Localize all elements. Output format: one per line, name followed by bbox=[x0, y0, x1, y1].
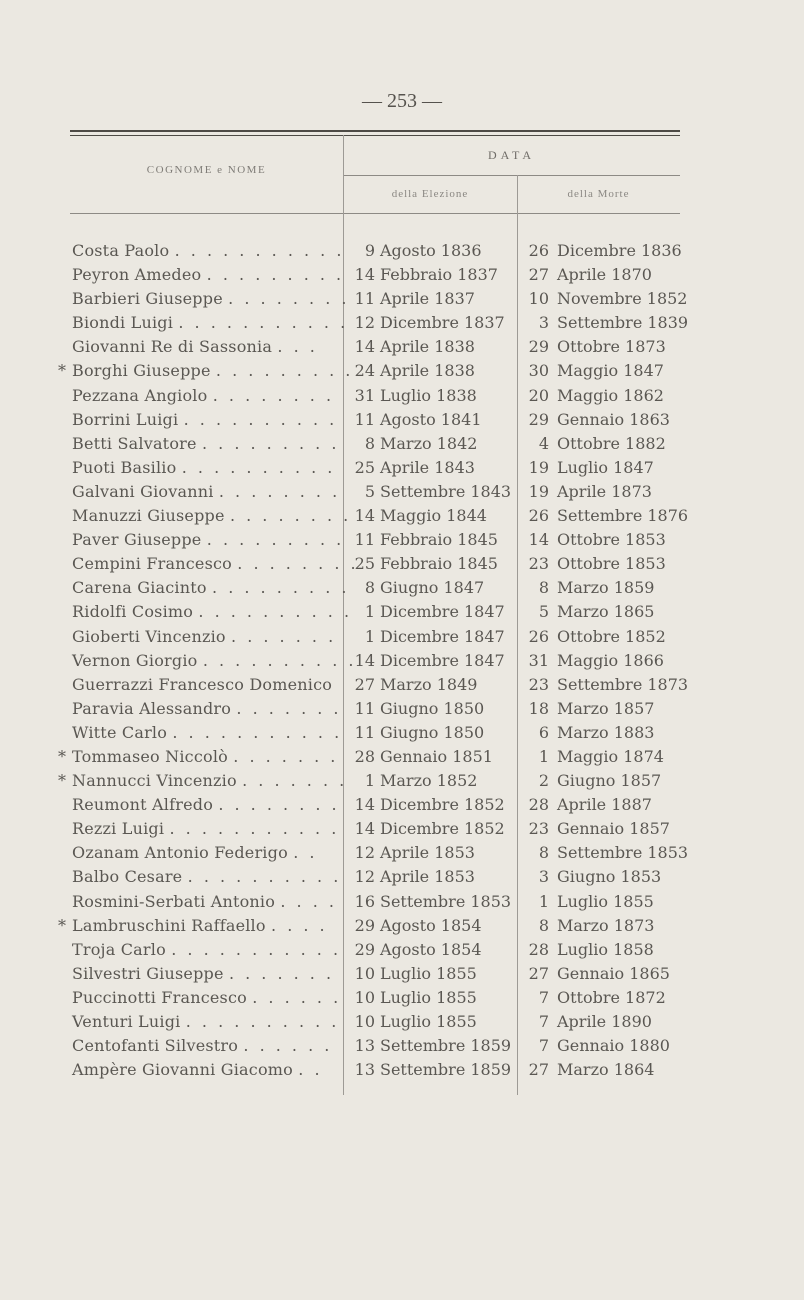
leader-dots: . . . . . . . . . bbox=[215, 361, 354, 381]
top-rule-thin bbox=[70, 135, 680, 136]
member-star-mark: * bbox=[58, 771, 67, 791]
member-name: Borghi Giuseppe bbox=[72, 361, 211, 381]
leader-dots: . . . . . . . . . . . bbox=[171, 939, 342, 959]
morte-day: 7 bbox=[538, 1012, 549, 1031]
member-name: Puoti Basilio bbox=[72, 457, 177, 477]
elezione-day: 14 bbox=[354, 819, 375, 839]
morte-month-year: Settembre 1873 bbox=[557, 674, 689, 694]
table-row bbox=[0, 239, 804, 263]
morte-day: 3 bbox=[538, 867, 549, 887]
elezione-month-year: Agosto 1854 bbox=[380, 915, 482, 935]
elezione-day: 10 bbox=[354, 987, 375, 1007]
member-name: Carena Giacinto bbox=[72, 578, 207, 598]
member-name-cell bbox=[72, 263, 345, 287]
elezione-month-year: Febbraio 1845 bbox=[380, 554, 498, 574]
member-name: Betti Salvatore bbox=[72, 433, 197, 453]
elezione-day: 11 bbox=[354, 409, 375, 429]
table-row bbox=[0, 938, 804, 962]
member-name: Peyron Amedeo bbox=[72, 265, 202, 285]
elezione-month-year: Dicembre 1847 bbox=[380, 650, 505, 670]
elezione-day: 11 bbox=[354, 698, 375, 718]
morte-month-year: Maggio 1874 bbox=[557, 746, 664, 766]
morte-day: 30 bbox=[528, 361, 549, 381]
page-number: — 253 — bbox=[362, 90, 442, 112]
elezione-day: 5 bbox=[364, 481, 375, 501]
morte-day: 27 bbox=[528, 1060, 549, 1080]
morte-month-year: Aprile 1873 bbox=[557, 481, 652, 501]
elezione-month-year: Settembre 1853 bbox=[380, 891, 512, 911]
elezione-day: 1 bbox=[364, 626, 375, 646]
morte-month-year: Maggio 1866 bbox=[557, 650, 664, 670]
morte-day: 7 bbox=[538, 1036, 549, 1056]
top-rule bbox=[70, 130, 680, 132]
morte-day: 4 bbox=[538, 433, 549, 453]
member-name: Giovanni Re di Sassonia bbox=[72, 337, 273, 357]
elezione-day: 29 bbox=[354, 939, 375, 959]
table-row bbox=[0, 986, 804, 1010]
member-name: Paravia Alessandro bbox=[72, 698, 232, 718]
table-row bbox=[0, 769, 804, 793]
morte-month-year: Ottobre 1852 bbox=[557, 626, 666, 646]
elezione-month-year: Dicembre 1847 bbox=[380, 602, 505, 622]
morte-day: 19 bbox=[528, 457, 549, 477]
morte-day: 8 bbox=[538, 578, 549, 598]
header-data-column: DATA bbox=[487, 148, 536, 162]
member-name-cell bbox=[72, 817, 340, 841]
leader-dots: . . . . . . bbox=[252, 987, 342, 1007]
leader-dots: . . . bbox=[277, 337, 318, 357]
member-name: Silvestri Giuseppe bbox=[72, 963, 224, 983]
elezione-month-year: Agosto 1836 bbox=[380, 241, 482, 260]
elezione-day: 8 bbox=[364, 433, 375, 453]
table-row bbox=[0, 1034, 804, 1058]
morte-month-year: Novembre 1852 bbox=[557, 289, 688, 309]
table-row bbox=[0, 600, 804, 624]
elezione-month-year: Febbraio 1845 bbox=[380, 530, 498, 550]
morte-day: 27 bbox=[528, 265, 549, 285]
member-name-cell bbox=[72, 793, 340, 817]
member-name-cell bbox=[72, 384, 340, 408]
table-row bbox=[0, 625, 804, 649]
table-row bbox=[0, 576, 804, 600]
member-name-cell bbox=[72, 239, 345, 263]
elezione-month-year: Aprile 1837 bbox=[380, 289, 475, 309]
elezione-day: 11 bbox=[354, 530, 375, 550]
member-table-body bbox=[0, 239, 804, 1082]
elezione-month-year: Dicembre 1852 bbox=[380, 819, 505, 839]
table-row bbox=[0, 817, 804, 841]
member-name: Venturi Luigi bbox=[72, 1012, 181, 1031]
member-name: Tommaseo Niccolò bbox=[72, 746, 228, 766]
elezione-month-year: Aprile 1853 bbox=[380, 867, 475, 887]
elezione-day: 24 bbox=[354, 361, 375, 381]
morte-month-year: Gennaio 1857 bbox=[557, 819, 670, 839]
elezione-day: 11 bbox=[354, 289, 375, 309]
elezione-day: 12 bbox=[354, 313, 375, 333]
leader-dots: . . . . bbox=[280, 891, 337, 911]
table-row bbox=[0, 1058, 804, 1082]
member-star-mark: * bbox=[58, 361, 67, 381]
elezione-day: 14 bbox=[354, 650, 375, 670]
member-name-cell bbox=[72, 1034, 340, 1058]
member-name-cell bbox=[72, 552, 359, 576]
elezione-month-year: Dicembre 1852 bbox=[380, 795, 505, 815]
member-name: Costa Paolo bbox=[72, 241, 170, 260]
leader-dots: . . . . . . . . bbox=[228, 289, 350, 309]
member-name: Gioberti Vincenzio bbox=[72, 626, 226, 646]
morte-day: 10 bbox=[528, 289, 549, 309]
member-name: Manuzzi Giuseppe bbox=[72, 506, 225, 526]
member-name-cell bbox=[72, 986, 340, 1010]
morte-day: 8 bbox=[538, 915, 549, 935]
table-row bbox=[0, 359, 804, 383]
member-name: Ampère Giovanni Giacomo bbox=[72, 1060, 293, 1080]
table-row bbox=[0, 456, 804, 480]
morte-month-year: Gennaio 1865 bbox=[557, 963, 670, 983]
leader-dots: . . bbox=[293, 843, 318, 863]
member-name: Rosmini-Serbati Antonio bbox=[72, 891, 276, 911]
leader-dots: . . . . . . . . . bbox=[201, 433, 340, 453]
elezione-day: 14 bbox=[354, 265, 375, 285]
table-row bbox=[0, 673, 804, 697]
table-row bbox=[0, 1010, 804, 1034]
morte-day: 27 bbox=[528, 963, 549, 983]
table-row bbox=[0, 552, 804, 576]
elezione-month-year: Dicembre 1837 bbox=[380, 313, 505, 333]
elezione-month-year: Settembre 1843 bbox=[380, 481, 512, 501]
leader-dots: . . . . bbox=[271, 915, 328, 935]
leader-dots: . . . . . . . . . . . bbox=[174, 241, 345, 260]
header-name-column: COGNOME e NOME bbox=[146, 164, 267, 176]
member-name-cell bbox=[58, 769, 348, 793]
elezione-month-year: Giugno 1850 bbox=[380, 698, 485, 718]
morte-day: 2 bbox=[538, 771, 549, 791]
elezione-month-year: Marzo 1842 bbox=[380, 433, 478, 453]
elezione-month-year: Dicembre 1847 bbox=[380, 626, 505, 646]
morte-month-year: Ottobre 1873 bbox=[557, 337, 666, 357]
morte-month-year: Marzo 1873 bbox=[557, 915, 655, 935]
leader-dots: . . . . . . . . bbox=[229, 506, 352, 526]
morte-month-year: Maggio 1847 bbox=[557, 361, 664, 381]
table-row bbox=[0, 890, 804, 914]
member-name-cell bbox=[72, 841, 340, 865]
morte-day: 28 bbox=[528, 795, 549, 815]
elezione-month-year: Agosto 1841 bbox=[380, 409, 482, 429]
table-row bbox=[0, 384, 804, 408]
elezione-day: 14 bbox=[354, 337, 375, 357]
elezione-month-year: Luglio 1855 bbox=[380, 963, 477, 983]
morte-month-year: Luglio 1858 bbox=[557, 939, 654, 959]
elezione-day: 25 bbox=[354, 457, 375, 477]
table-row bbox=[0, 914, 804, 938]
table-row bbox=[0, 793, 804, 817]
member-name: Centofanti Silvestro bbox=[72, 1036, 239, 1056]
member-name-cell bbox=[58, 745, 340, 769]
table-row bbox=[0, 432, 804, 456]
morte-day: 26 bbox=[528, 506, 549, 526]
table-row bbox=[0, 287, 804, 311]
morte-month-year: Giugno 1853 bbox=[557, 867, 662, 887]
morte-month-year: Aprile 1870 bbox=[557, 265, 652, 285]
elezione-day: 10 bbox=[354, 963, 375, 983]
member-name: Cempini Francesco bbox=[72, 554, 232, 574]
member-name: Pezzana Angiolo bbox=[72, 385, 208, 405]
elezione-month-year: Giugno 1850 bbox=[380, 722, 485, 742]
member-name: Troja Carlo bbox=[72, 939, 166, 959]
leader-dots: . . . . . . . . . . . bbox=[178, 313, 349, 333]
member-name: Ozanam Antonio Federigo bbox=[72, 843, 288, 863]
leader-dots: . . . . . . . . bbox=[218, 481, 341, 501]
morte-day: 6 bbox=[538, 722, 549, 742]
elezione-day: 14 bbox=[354, 506, 375, 526]
leader-dots: . . . . . . . . . . bbox=[202, 650, 357, 670]
leader-dots: . . . . . . . . . . bbox=[183, 409, 338, 429]
table-row bbox=[0, 263, 804, 287]
leader-dots: . . . . . . . bbox=[231, 626, 337, 646]
elezione-day: 14 bbox=[354, 795, 375, 815]
elezione-day: 11 bbox=[354, 722, 375, 742]
member-name: Balbo Cesare bbox=[72, 867, 183, 887]
morte-day: 29 bbox=[528, 409, 549, 429]
elezione-month-year: Marzo 1852 bbox=[380, 771, 478, 791]
member-star-mark: * bbox=[58, 746, 67, 766]
elezione-day: 28 bbox=[354, 746, 375, 766]
morte-month-year: Maggio 1862 bbox=[557, 385, 664, 405]
member-name: Rezzi Luigi bbox=[72, 819, 165, 839]
morte-month-year: Luglio 1847 bbox=[557, 457, 654, 477]
morte-month-year: Marzo 1857 bbox=[557, 698, 655, 718]
header-bottom-rule bbox=[70, 213, 680, 214]
leader-dots: . . . . . . . . . . bbox=[185, 1012, 340, 1031]
member-name-cell bbox=[72, 528, 345, 552]
morte-day: 3 bbox=[538, 313, 549, 333]
member-name-cell bbox=[72, 504, 352, 528]
morte-month-year: Aprile 1890 bbox=[557, 1012, 652, 1031]
morte-day: 26 bbox=[528, 626, 549, 646]
leader-dots: . . . . . . . . . . bbox=[198, 602, 353, 622]
member-star-mark: * bbox=[58, 915, 67, 935]
member-name-cell bbox=[72, 480, 340, 504]
leader-dots: . . . . . . . bbox=[228, 963, 335, 983]
morte-day: 8 bbox=[538, 843, 549, 863]
leader-dots: . . . . . . . bbox=[242, 771, 348, 791]
morte-month-year: Luglio 1855 bbox=[557, 891, 654, 911]
morte-day: 18 bbox=[528, 698, 549, 718]
morte-month-year: Gennaio 1880 bbox=[557, 1036, 670, 1056]
morte-day: 14 bbox=[528, 530, 549, 550]
member-name: Biondi Luigi bbox=[72, 313, 174, 333]
elezione-month-year: Giugno 1847 bbox=[380, 578, 485, 598]
elezione-month-year: Luglio 1855 bbox=[380, 987, 477, 1007]
member-name-cell bbox=[72, 311, 349, 335]
leader-dots: . . bbox=[298, 1060, 323, 1080]
morte-month-year: Settembre 1853 bbox=[557, 843, 689, 863]
header-elezione-column: della Elezione bbox=[391, 188, 469, 200]
elezione-day: 31 bbox=[354, 385, 375, 405]
morte-month-year: Dicembre 1836 bbox=[557, 241, 682, 260]
table-row bbox=[0, 335, 804, 359]
data-subheader-rule bbox=[343, 175, 680, 176]
leader-dots: . . . . . . . . bbox=[237, 554, 359, 574]
member-name-cell bbox=[72, 938, 340, 962]
elezione-month-year: Aprile 1843 bbox=[380, 457, 475, 477]
leader-dots: . . . . . . . bbox=[233, 746, 339, 766]
morte-day: 23 bbox=[528, 819, 549, 839]
morte-month-year: Ottobre 1853 bbox=[557, 554, 666, 574]
member-name-cell bbox=[72, 576, 350, 600]
leader-dots: . . . . . . . . . bbox=[206, 530, 345, 550]
member-name-cell bbox=[72, 697, 340, 721]
elezione-month-year: Marzo 1849 bbox=[380, 674, 478, 694]
morte-day: 7 bbox=[538, 987, 549, 1007]
table-row bbox=[0, 528, 804, 552]
morte-month-year: Ottobre 1853 bbox=[557, 530, 666, 550]
elezione-day: 13 bbox=[354, 1036, 375, 1056]
morte-month-year: Marzo 1883 bbox=[557, 722, 655, 742]
member-name: Galvani Giovanni bbox=[72, 481, 214, 501]
table-row bbox=[0, 480, 804, 504]
morte-month-year: Marzo 1864 bbox=[557, 1060, 655, 1080]
member-name: Guerrazzi Francesco Domenico bbox=[72, 674, 333, 694]
member-name: Ridolfi Cosimo bbox=[72, 602, 194, 622]
member-name-cell bbox=[72, 287, 350, 311]
elezione-day: 25 bbox=[354, 554, 375, 574]
member-name: Puccinotti Francesco bbox=[72, 987, 247, 1007]
elezione-day: 13 bbox=[354, 1060, 375, 1080]
table-row bbox=[0, 311, 804, 335]
table-row bbox=[0, 721, 804, 745]
morte-month-year: Gennaio 1863 bbox=[557, 409, 670, 429]
morte-day: 23 bbox=[528, 554, 549, 574]
table-row bbox=[0, 745, 804, 769]
morte-month-year: Ottobre 1882 bbox=[557, 433, 666, 453]
member-name-cell bbox=[72, 335, 340, 359]
member-name-cell bbox=[58, 359, 354, 383]
member-name: Barbieri Giuseppe bbox=[72, 289, 223, 309]
elezione-day: 12 bbox=[354, 867, 375, 887]
leader-dots: . . . . . . . bbox=[236, 698, 342, 718]
morte-day: 1 bbox=[538, 746, 549, 766]
morte-month-year: Aprile 1887 bbox=[557, 795, 652, 815]
morte-day: 5 bbox=[538, 602, 549, 622]
elezione-day: 9 bbox=[364, 241, 375, 260]
morte-day: 29 bbox=[528, 337, 549, 357]
morte-month-year: Marzo 1865 bbox=[557, 602, 655, 622]
elezione-day: 1 bbox=[364, 602, 375, 622]
member-name-cell bbox=[72, 625, 340, 649]
member-name-cell bbox=[72, 1010, 340, 1034]
member-name: Paver Giuseppe bbox=[72, 530, 202, 550]
leader-dots: . . . . . . bbox=[243, 1036, 333, 1056]
elezione-month-year: Gennaio 1851 bbox=[380, 746, 493, 766]
elezione-day: 29 bbox=[354, 915, 375, 935]
header-morte-column: della Morte bbox=[567, 188, 630, 200]
table-row bbox=[0, 962, 804, 986]
leader-dots: . . . . . . . . . . bbox=[181, 457, 336, 477]
elezione-day: 10 bbox=[354, 1012, 375, 1031]
member-name-cell bbox=[72, 600, 353, 624]
table-row bbox=[0, 865, 804, 889]
leader-dots: . . . . . . . . . . . bbox=[169, 819, 340, 839]
elezione-day: 16 bbox=[354, 891, 375, 911]
member-name-cell bbox=[58, 914, 340, 938]
member-name-cell bbox=[72, 408, 340, 432]
morte-day: 26 bbox=[528, 241, 549, 260]
elezione-day: 27 bbox=[354, 674, 375, 694]
leader-dots: . . . . . . . . bbox=[218, 795, 340, 815]
member-name-cell bbox=[72, 1058, 340, 1082]
morte-day: 19 bbox=[528, 481, 549, 501]
morte-day: 1 bbox=[538, 891, 549, 911]
member-name: Lambruschini Raffaello bbox=[72, 915, 266, 935]
elezione-month-year: Aprile 1853 bbox=[380, 843, 475, 863]
member-name-cell bbox=[72, 962, 340, 986]
member-name-cell bbox=[72, 673, 340, 697]
elezione-month-year: Aprile 1838 bbox=[380, 337, 475, 357]
morte-month-year: Settembre 1876 bbox=[557, 506, 689, 526]
member-name-cell bbox=[72, 721, 343, 745]
leader-dots: . . . . . . . . . . . bbox=[172, 722, 343, 742]
elezione-month-year: Luglio 1855 bbox=[380, 1012, 477, 1031]
table-row bbox=[0, 697, 804, 721]
member-name-cell bbox=[72, 649, 357, 673]
elezione-month-year: Agosto 1854 bbox=[380, 939, 482, 959]
leader-dots: . . . . . . . . . . bbox=[187, 867, 342, 887]
elezione-month-year: Febbraio 1837 bbox=[380, 265, 498, 285]
table-row bbox=[0, 841, 804, 865]
morte-day: 28 bbox=[528, 939, 549, 959]
table-row bbox=[0, 649, 804, 673]
table-row bbox=[0, 504, 804, 528]
member-name: Reumont Alfredo bbox=[72, 795, 214, 815]
elezione-month-year: Luglio 1838 bbox=[380, 385, 477, 405]
member-name-cell bbox=[72, 456, 340, 480]
morte-month-year: Ottobre 1872 bbox=[557, 987, 666, 1007]
morte-day: 20 bbox=[528, 385, 549, 405]
morte-month-year: Settembre 1839 bbox=[557, 313, 689, 333]
morte-month-year: Giugno 1857 bbox=[557, 771, 662, 791]
elezione-month-year: Aprile 1838 bbox=[380, 361, 475, 381]
elezione-month-year: Settembre 1859 bbox=[380, 1060, 512, 1080]
elezione-day: 1 bbox=[364, 771, 375, 791]
member-name: Witte Carlo bbox=[72, 722, 168, 742]
elezione-month-year: Maggio 1844 bbox=[380, 506, 487, 526]
morte-month-year: Marzo 1859 bbox=[557, 578, 655, 598]
member-name-cell bbox=[72, 890, 340, 914]
member-name-cell bbox=[72, 432, 340, 456]
member-name-cell bbox=[72, 865, 340, 889]
elezione-day: 8 bbox=[364, 578, 375, 598]
leader-dots: . . . . . . . . . bbox=[212, 578, 350, 598]
table-row bbox=[0, 408, 804, 432]
member-name: Vernon Giorgio bbox=[72, 650, 198, 670]
member-name: Borrini Luigi bbox=[72, 409, 179, 429]
morte-day: 23 bbox=[528, 674, 549, 694]
elezione-month-year: Settembre 1859 bbox=[380, 1036, 512, 1056]
morte-day: 31 bbox=[528, 650, 549, 670]
leader-dots: . . . . . . . . . bbox=[206, 265, 345, 285]
elezione-day: 12 bbox=[354, 843, 375, 863]
leader-dots: . . . . . . . . bbox=[212, 385, 335, 405]
member-name: Nannucci Vincenzio bbox=[72, 771, 237, 791]
